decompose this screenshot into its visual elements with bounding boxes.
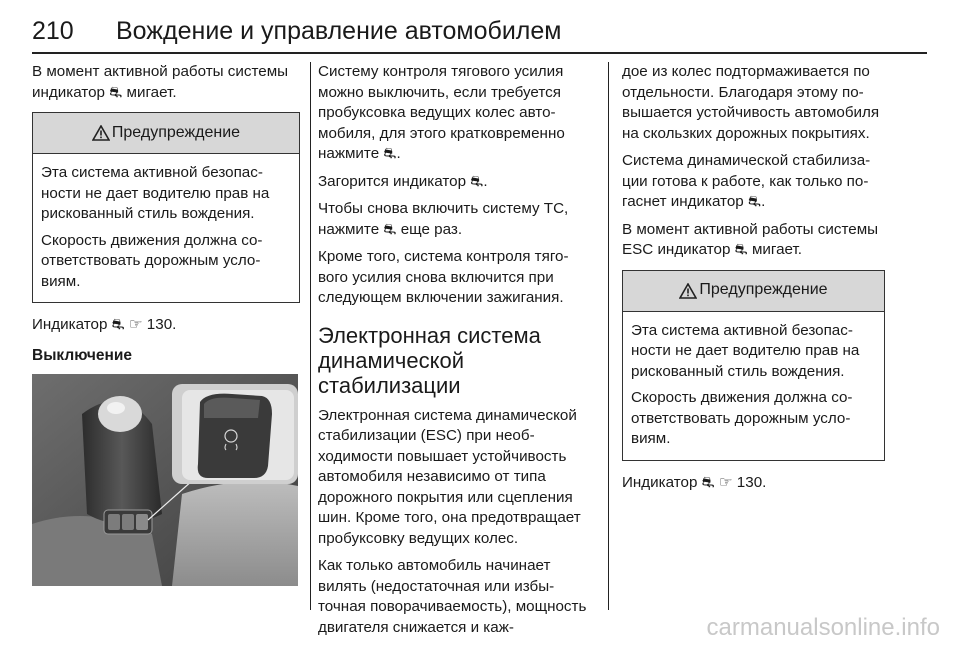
paragraph: В момент активной работы системы индикатор ⛐ мигает. bbox=[32, 63, 289, 101]
paragraph: Система динамической стабилизации готова к работе, как только погаснет индикатор ⛐. bbox=[622, 152, 871, 210]
paragraph: Как только автомобиль начинает вилять (недостаточная или избыточная поворачиваемость), мощность двигателя снижается и каж- bbox=[318, 557, 587, 636]
warning-text: Эта система активной безопасности не дает водителю прав на рискованный стиль вождения. bbox=[41, 164, 270, 222]
warning-box bbox=[622, 270, 885, 461]
indicator-reference: Индикатор ⛐ ☞ 130. bbox=[32, 316, 177, 333]
paragraph: Кроме того, система контроля тягового усилия снова включится при следующем включении зажигания. bbox=[318, 248, 569, 306]
warning-title: Предупреждение bbox=[699, 281, 828, 299]
page-number: 210 bbox=[32, 17, 74, 45]
tc-switch-photo bbox=[32, 374, 298, 586]
warning-header bbox=[623, 271, 884, 312]
warning-box bbox=[32, 112, 300, 303]
warning-body bbox=[623, 312, 884, 460]
paragraph: дое из колес подтормаживается по отдельности. Благодаря этому повышается устойчивость автомобиля на скользких дорожных покрытиях. bbox=[622, 63, 880, 142]
column-2 bbox=[318, 62, 593, 645]
paragraph: Загорится индикатор ⛐. bbox=[318, 172, 488, 190]
warning-header bbox=[33, 113, 299, 154]
warning-title: Предупреждение bbox=[111, 123, 241, 141]
column-divider bbox=[608, 62, 609, 610]
paragraph: Электронная система динамической стабилизации (ESC) при необходимости повышает устойчивость автомобиля независимо от типа дорожного покрытия или сцепления шин. Кроме того, она предотвращает пробуксовку ведущих колес. bbox=[318, 406, 581, 547]
section-heading: Электронная система динамической стабилизации bbox=[318, 322, 541, 398]
warning-triangle-icon bbox=[92, 125, 110, 141]
section-subheading: Выключение bbox=[32, 346, 133, 364]
page-title: Вождение и управление автомобилем bbox=[116, 17, 562, 45]
warning-triangle-icon bbox=[679, 283, 697, 299]
column-divider bbox=[310, 62, 311, 610]
paragraph: Чтобы снова включить систему TC, нажмите ⛐ еще раз. bbox=[318, 200, 569, 238]
watermark[interactable]: carmanualsonline.info bbox=[706, 614, 940, 641]
indicator-reference: Индикатор ⛐ ☞ 130. bbox=[622, 473, 767, 491]
warning-text: Скорость движения должна соответствовать дорожным условиям. bbox=[41, 231, 263, 290]
warning-text: Эта система активной безопасности не дает водителю прав на рискованный стиль вождения. bbox=[631, 321, 860, 380]
warning-text: Скорость движения должна соответствовать дорожным условиям. bbox=[631, 389, 853, 447]
paragraph: В момент активной работы системы ESC индикатор ⛐ мигает. bbox=[622, 220, 879, 258]
warning-body bbox=[33, 154, 299, 302]
column-3 bbox=[622, 62, 885, 500]
column-1 bbox=[32, 62, 300, 586]
page-header bbox=[32, 12, 927, 54]
console-switch-illustration bbox=[32, 374, 298, 586]
paragraph: Систему контроля тягового усилия можно выключить, если требуется пробуксовка ведущих колес автомобиля, для этого кратковременно нажмите ⛐. bbox=[318, 63, 565, 162]
